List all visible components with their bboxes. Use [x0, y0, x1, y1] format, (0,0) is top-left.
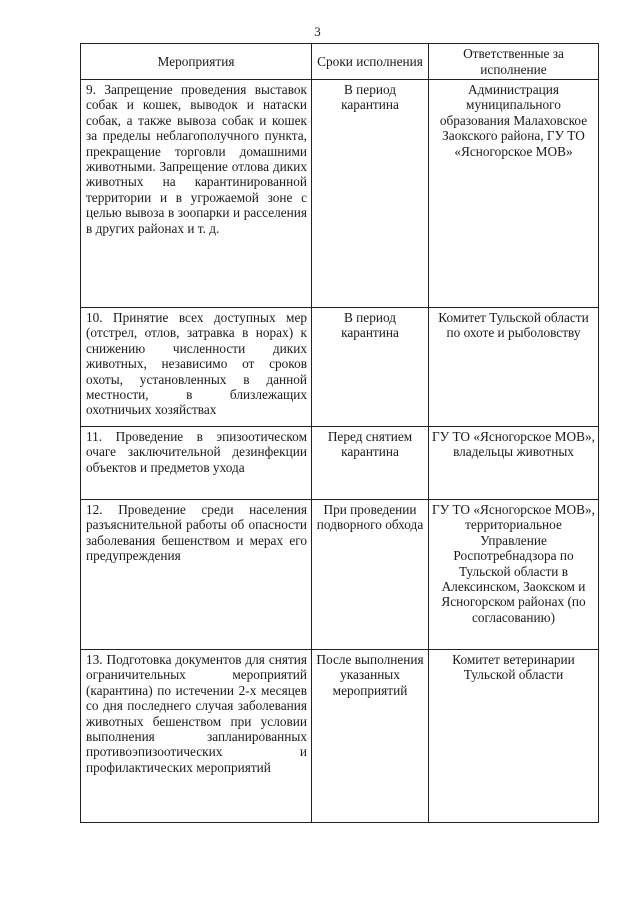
responsible-cell: Комитет ветеринарии Тульской области — [429, 650, 599, 823]
responsible-cell: ГУ ТО «Ясногорское МОВ», территориальное Управление Роспотребнадзора по Тульской области в Алексинском, Заокском и Ясногорском районах (по согласованию) — [429, 500, 599, 650]
table-row — [81, 500, 599, 650]
table-row — [81, 308, 599, 427]
header-deadline: Сроки исполнения — [312, 44, 429, 80]
activity-cell: 9. Запрещение проведения выставок собак и кошек, выводок и натаски собак, а также вывоза собак и кошек за пределы неблагополучного пункта, прекращение торговли домашними животными. Запрещение отлова диких животных на карантинированной территории и в угрожаемой зоне с целью вывоза в зоопарки и расселения в других районах и т. д. — [81, 80, 312, 308]
activity-cell: 13. Подготовка документов для снятия ограничительных мероприятий (карантина) по истечении 2-х месяцев со дня последнего случая заболевания животных бешенством при условии выполнения запланированных противоэпизоотических и профилактических мероприятий — [81, 650, 312, 823]
header-responsible: Ответственные за исполнение — [429, 44, 599, 80]
responsible-cell: Администрация муниципального образования Малаховское Заокского района, ГУ ТО «Ясногорское МОВ» — [429, 80, 599, 308]
deadline-cell: В период карантина — [312, 80, 429, 308]
deadline-cell: В период карантина — [312, 308, 429, 427]
table-row — [81, 427, 599, 500]
table-row — [81, 650, 599, 823]
table-header-row — [81, 44, 599, 80]
page-number: 3 — [314, 24, 321, 39]
deadline-cell: При проведении подворного обхода — [312, 500, 429, 650]
measures-table — [80, 43, 599, 823]
table-row — [81, 80, 599, 308]
activity-cell: 11. Проведение в эпизоотическом очаге заключительной дезинфекции объектов и предметов ухода — [81, 427, 312, 500]
activity-cell: 12. Проведение среди населения разъяснительной работы об опасности заболевания бешенством и мерах его предупреждения — [81, 500, 312, 650]
activity-cell: 10. Принятие всех доступных мер (отстрел, отлов, затравка в норах) к снижению численности диких животных, независимо от сроков охоты, установленных в данной местности, в близлежащих охотничьих хозяйствах — [81, 308, 312, 427]
deadline-cell: Перед снятием карантина — [312, 427, 429, 500]
header-activities: Мероприятия — [81, 44, 312, 80]
responsible-cell: Комитет Тульской области по охоте и рыболовству — [429, 308, 599, 427]
deadline-cell: После выполнения указанных мероприятий — [312, 650, 429, 823]
closing-rule — [216, 822, 470, 823]
responsible-cell: ГУ ТО «Ясногорское МОВ», владельцы животных — [429, 427, 599, 500]
